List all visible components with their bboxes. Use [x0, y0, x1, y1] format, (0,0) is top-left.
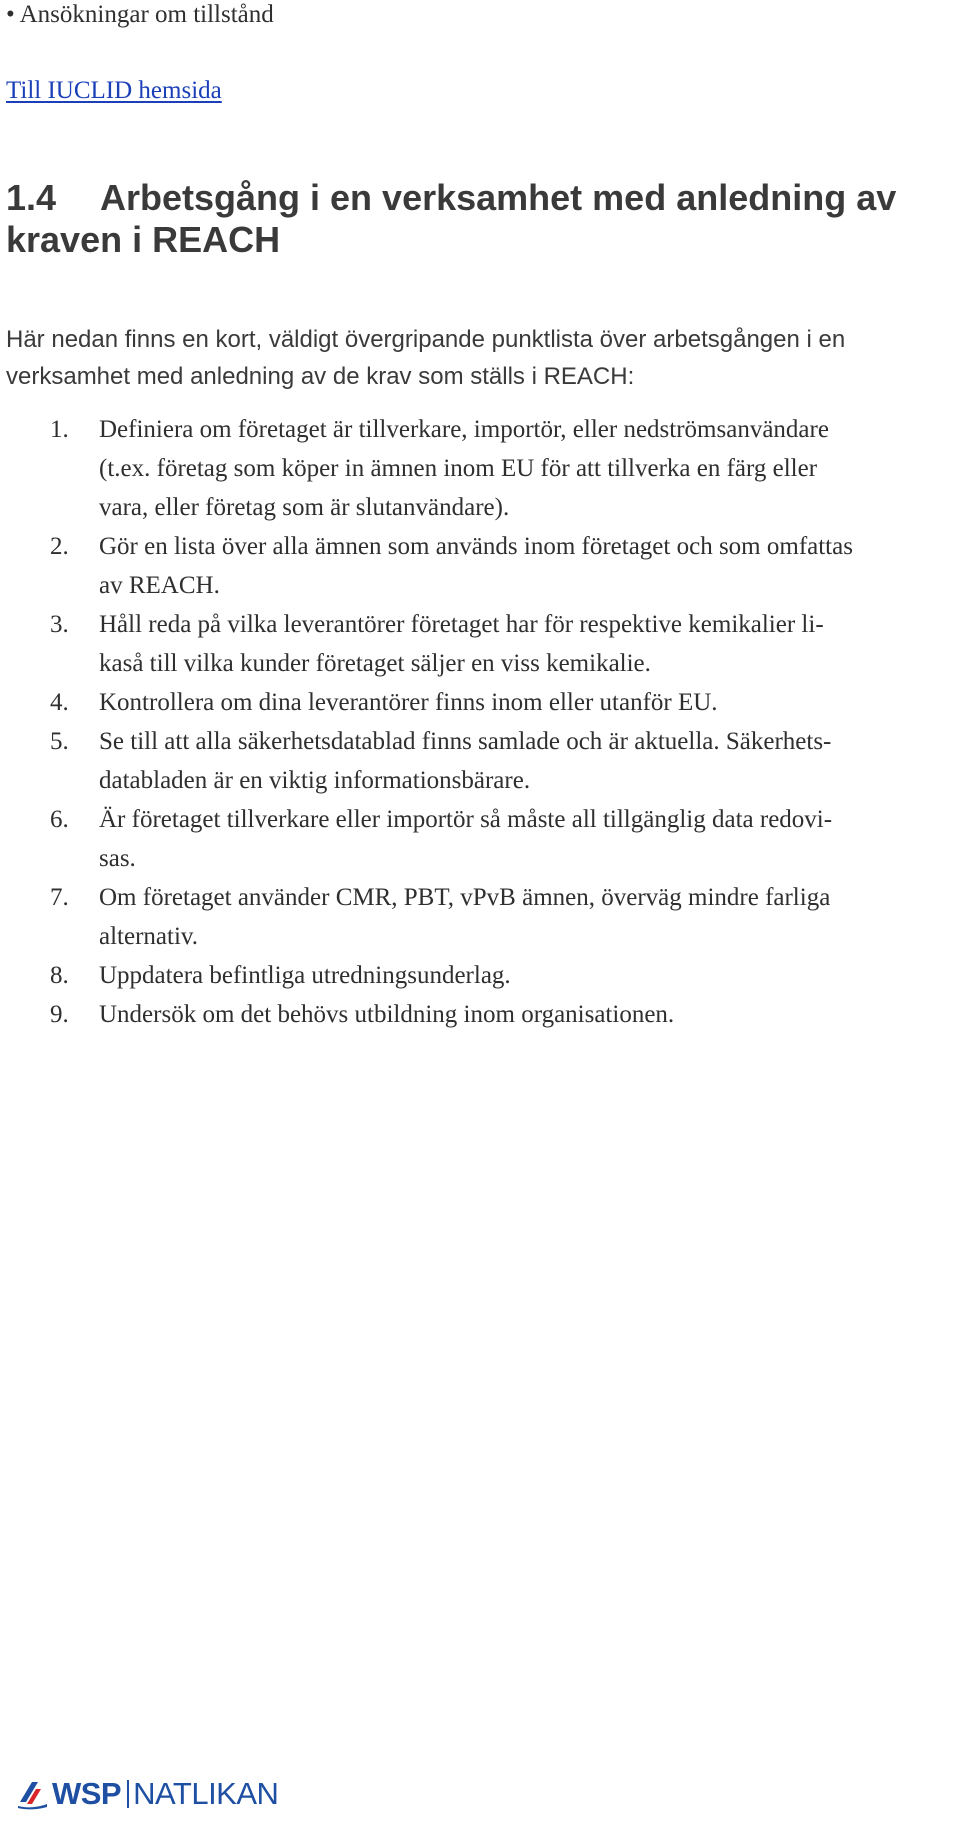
list-item: [0, 410, 960, 527]
step-text: Är företaget tillverkare eller importör så måste all tillgänglig data redovi- sas.: [99, 806, 833, 872]
step-text: Håll reda på vilka leverantörer företaget har för respektive kemikalier li- kaså till vilka kunder företaget säljer en viss kemikalie.: [99, 611, 824, 677]
logo-wsp-text: WSP: [52, 1776, 122, 1811]
step-number: 1.: [50, 416, 69, 443]
logo-natlikan-text: NATLIKAN: [133, 1776, 279, 1811]
intro-paragraph: Här nedan finns en kort, väldigt övergripande punktlista över arbetsgången i en verksamhet med anledning av de krav som ställs i REACH:: [6, 326, 846, 390]
heading-line-2: kraven i REACH: [6, 219, 281, 261]
step-text: Gör en lista över alla ämnen som används inom företaget och som omfattas av REACH.: [99, 533, 853, 599]
list-item: [0, 683, 960, 722]
step-number: 2.: [50, 533, 69, 560]
list-item: [0, 995, 960, 1034]
heading-line-1: Arbetsgång i en verksamhet med anledning av: [100, 177, 897, 219]
list-item: [0, 605, 960, 683]
step-number: 6.: [50, 806, 69, 833]
bullet-item-permits: • Ansökningar om tillstånd: [6, 1, 274, 28]
list-item: [0, 527, 960, 605]
step-text: Om företaget använder CMR, PBT, vPvB ämnen, överväg mindre farliga alternativ.: [99, 884, 831, 950]
step-text: Kontrollera om dina leverantörer finns inom eller utanför EU.: [99, 689, 718, 716]
wsp-swoosh-icon: [18, 1778, 48, 1810]
step-text: Undersök om det behövs utbildning inom organisationen.: [99, 1001, 675, 1028]
step-text: Uppdatera befintliga utredningsunderlag.: [99, 962, 511, 989]
step-text: Definiera om företaget är tillverkare, importör, eller nedströmsanvändare (t.ex. företag som köper in ämnen inom EU för att tillverka en färg eller vara, eller företag som är slutanvändare).: [99, 416, 829, 521]
step-text: Se till att alla säkerhetsdatablad finns samlade och är aktuella. Säkerhets- databladen är en viktig informationsbärare.: [99, 728, 832, 794]
list-item: [0, 878, 960, 956]
step-number: 7.: [50, 884, 69, 911]
section-heading: [6, 177, 946, 261]
list-item: [0, 800, 960, 878]
list-item: [0, 722, 960, 800]
step-number: 3.: [50, 611, 69, 638]
list-item: [0, 956, 960, 995]
logo-divider: [127, 1780, 129, 1808]
logo-wordmark: [52, 1774, 278, 1814]
steps-list: [0, 410, 960, 1034]
step-number: 8.: [50, 962, 69, 989]
wsp-natlikan-logo: [18, 1774, 278, 1814]
iuclid-homepage-link[interactable]: Till IUCLID hemsida: [6, 77, 222, 104]
section-number: 1.4: [6, 177, 57, 219]
step-number: 4.: [50, 689, 69, 716]
step-number: 5.: [50, 728, 69, 755]
step-number: 9.: [50, 1001, 69, 1028]
